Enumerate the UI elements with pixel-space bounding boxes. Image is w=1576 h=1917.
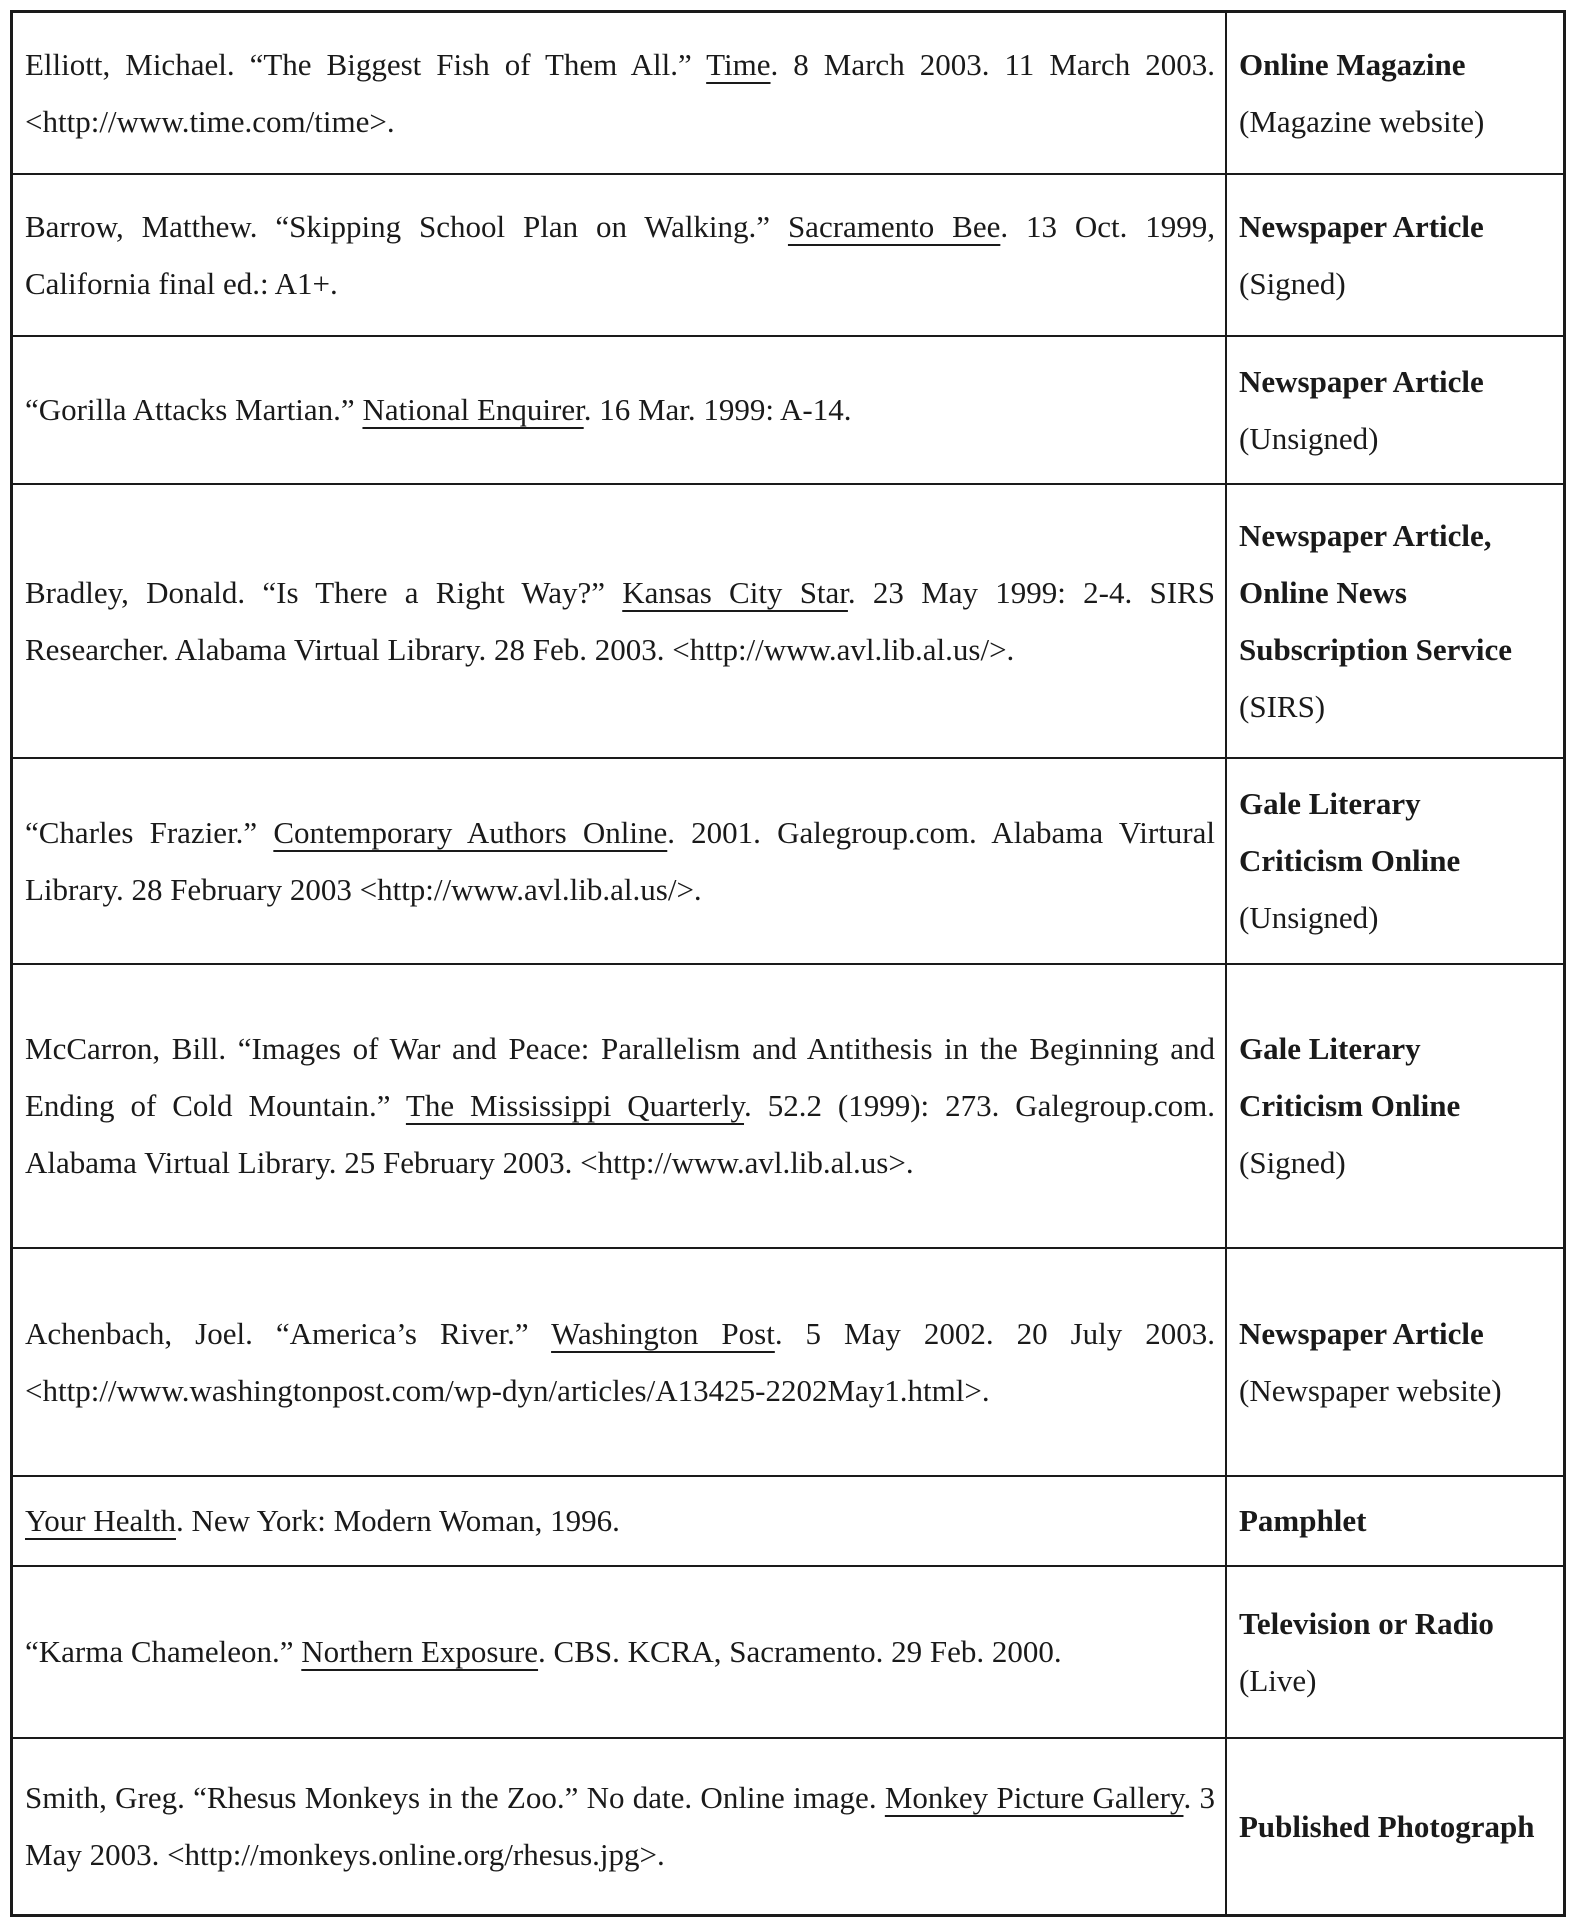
source-type-qualifier: (Unsigned) bbox=[1239, 420, 1379, 456]
source-type-label: Gale Literary bbox=[1239, 1031, 1421, 1066]
citation-text: . 13 Oct. 1999, California final ed.: A1+. bbox=[25, 208, 1215, 301]
citation-text: Elliott, Michael. “The Biggest Fish of Them All.” bbox=[25, 46, 707, 82]
source-type-label: Online Magazine bbox=[1239, 46, 1466, 82]
citation-cell bbox=[12, 336, 1227, 484]
source-type-label: Criticism Online bbox=[1239, 1088, 1461, 1123]
table-row bbox=[12, 758, 1565, 964]
citation-text: Barrow, Matthew. “Skipping School Plan on Walking.” bbox=[25, 208, 788, 244]
table-row bbox=[12, 1738, 1565, 1916]
source-type-qualifier: (Signed) bbox=[1239, 265, 1346, 301]
table-row bbox=[12, 964, 1565, 1248]
source-type-cell bbox=[1226, 964, 1565, 1248]
source-type-qualifier: (Live) bbox=[1239, 1662, 1317, 1698]
source-type-cell bbox=[1226, 174, 1565, 336]
source-type-label: Newspaper Article, bbox=[1239, 517, 1492, 553]
citation-examples-table bbox=[10, 10, 1566, 1917]
source-type-cell bbox=[1226, 758, 1565, 964]
source-type-label: Newspaper Article bbox=[1239, 208, 1484, 244]
source-title: Your Health bbox=[25, 1503, 176, 1538]
citation-text: McCarron, Bill. “Images of War and Peace: Parallelism and Antithesis in the Beginning and Ending of Cold Mountain.” bbox=[25, 1031, 1215, 1123]
citation-text: . 52.2 (1999): 273. Galegroup.com. Alabama Virtual Library. 25 February 2003. <http://www.avl.lib.al.us>. bbox=[25, 1088, 1215, 1180]
citation-cell bbox=[12, 12, 1227, 174]
source-title: Northern Exposure bbox=[301, 1634, 539, 1669]
source-type-label: Newspaper Article bbox=[1239, 1315, 1484, 1351]
source-type-cell bbox=[1226, 12, 1565, 174]
source-type-cell bbox=[1226, 484, 1565, 758]
table-row bbox=[12, 1476, 1565, 1566]
table-row bbox=[12, 1248, 1565, 1476]
citation-cell bbox=[12, 964, 1227, 1248]
citation-text: Smith, Greg. “Rhesus Monkeys in the Zoo.” No date. Online image. bbox=[25, 1780, 885, 1816]
source-type-cell bbox=[1226, 336, 1565, 484]
source-title: Monkey Picture Gallery bbox=[884, 1780, 1184, 1816]
source-title: National Enquirer bbox=[362, 392, 584, 427]
source-type-cell bbox=[1226, 1248, 1565, 1476]
citation-cell bbox=[12, 1566, 1227, 1738]
source-type-label: Newspaper Article bbox=[1239, 363, 1484, 399]
source-type-cell bbox=[1226, 1476, 1565, 1566]
source-type-qualifier: (SIRS) bbox=[1239, 688, 1326, 724]
source-type-label: Pamphlet bbox=[1239, 1503, 1367, 1538]
citation-text: Achenbach, Joel. “America’s River.” bbox=[25, 1315, 552, 1351]
citation-cell bbox=[12, 1476, 1227, 1566]
source-type-label: Published Photograph bbox=[1239, 1808, 1535, 1844]
citation-text: . 3 May 2003. <http://monkeys.online.org/rhesus.jpg>. bbox=[25, 1780, 1216, 1873]
source-type-cell bbox=[1226, 1738, 1565, 1916]
source-title: Contemporary Authors Online bbox=[273, 814, 668, 850]
citation-cell bbox=[12, 484, 1227, 758]
citation-cell bbox=[12, 758, 1227, 964]
table-row bbox=[12, 1566, 1565, 1738]
source-type-qualifier: (Signed) bbox=[1239, 1145, 1346, 1180]
source-type-qualifier: (Newspaper website) bbox=[1239, 1372, 1502, 1408]
citation-cell bbox=[12, 1248, 1227, 1476]
citation-text: . 5 May 2002. 20 July 2003. <http://www.washingtonpost.com/wp-dyn/articles/A13425-2202May1.html>. bbox=[25, 1315, 1215, 1408]
source-type-label: Online News bbox=[1239, 574, 1407, 610]
citation-text: “Charles Frazier.” bbox=[25, 814, 274, 850]
source-type-label: Gale Literary bbox=[1239, 786, 1421, 821]
source-type-label: Subscription Service bbox=[1239, 631, 1512, 667]
citation-text: . 23 May 1999: 2-4. SIRS Researcher. Alabama Virtual Library. 28 Feb. 2003. <http://www.avl.lib.al.us/>. bbox=[25, 574, 1215, 667]
table-row bbox=[12, 336, 1565, 484]
source-type-label: Television or Radio bbox=[1239, 1605, 1494, 1641]
citation-text: . 8 March 2003. 11 March 2003. <http://www.time.com/time>. bbox=[25, 46, 1215, 139]
table-row bbox=[12, 174, 1565, 336]
table-row bbox=[12, 12, 1565, 174]
citation-cell bbox=[12, 1738, 1227, 1916]
source-title: Kansas City Star bbox=[622, 574, 848, 610]
source-type-label: Criticism Online bbox=[1239, 843, 1461, 878]
source-type-cell bbox=[1226, 1566, 1565, 1738]
citation-text: . CBS. KCRA, Sacramento. 29 Feb. 2000. bbox=[538, 1634, 1062, 1669]
source-title: Washington Post bbox=[551, 1315, 775, 1351]
table-row bbox=[12, 484, 1565, 758]
source-title: The Mississippi Quarterly bbox=[405, 1088, 745, 1123]
citation-cell bbox=[12, 174, 1227, 336]
citation-text: . New York: Modern Woman, 1996. bbox=[176, 1503, 620, 1538]
citation-text: . 16 Mar. 1999: A-14. bbox=[583, 392, 852, 427]
source-title: Time bbox=[706, 46, 771, 82]
citation-text: . 2001. Galegroup.com. Alabama Virtural Library. 28 February 2003 <http://www.avl.lib.al.us/>. bbox=[25, 814, 1216, 907]
citation-text: “Gorilla Attacks Martian.” bbox=[25, 392, 363, 427]
source-type-qualifier: (Magazine website) bbox=[1239, 103, 1485, 139]
source-type-qualifier: (Unsigned) bbox=[1239, 900, 1379, 935]
citation-text: “Karma Chameleon.” bbox=[25, 1634, 302, 1669]
citation-text: Bradley, Donald. “Is There a Right Way?” bbox=[25, 574, 623, 610]
source-title: Sacramento Bee bbox=[787, 208, 1001, 244]
